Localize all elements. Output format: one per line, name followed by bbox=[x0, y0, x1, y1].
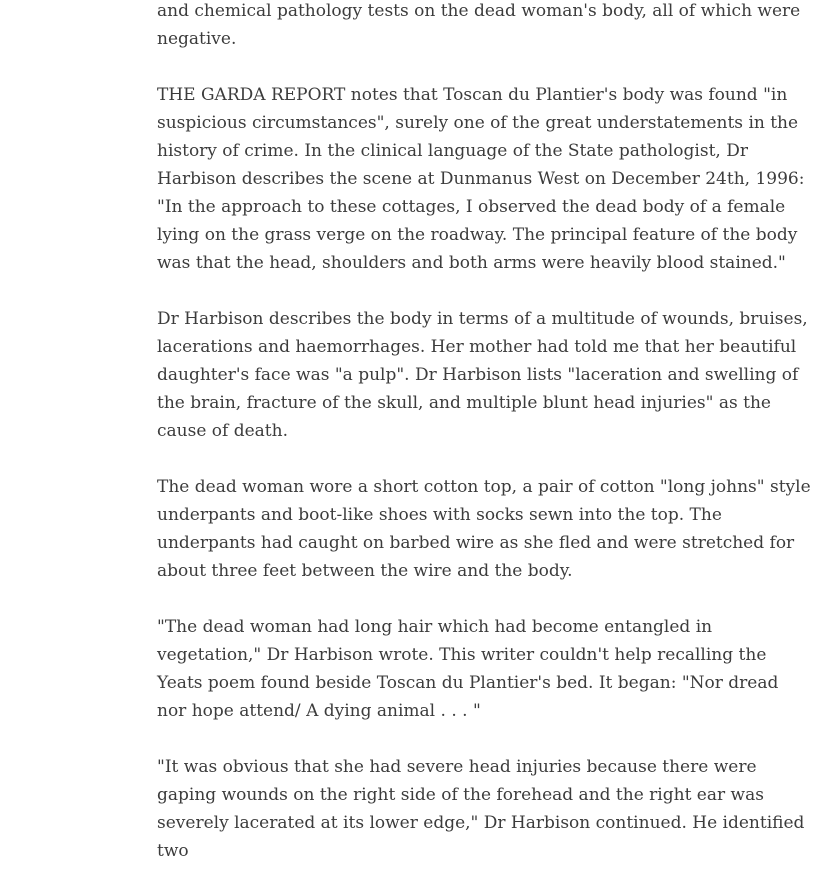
article-paragraph: and chemical pathology tests on the dead woman's body, all of which were negative. bbox=[157, 1, 801, 49]
article-paragraph: "It was obvious that she had severe head injuries because there were gaping wounds on the right side of the forehead and the right ear was severely lacerated at its lower edge," Dr Harbison continued. He identified two bbox=[157, 757, 805, 861]
article-paragraph: The dead woman wore a short cotton top, a pair of cotton "long johns" style underpants and boot-like shoes with socks sewn into the top. The underpants had caught on barbed wire as she fled and were stretched for about three feet between the wire and the body. bbox=[157, 477, 811, 581]
article-paragraph: "The dead woman had long hair which had become entangled in vegetation," Dr Harbison wrote. This writer couldn't help recalling the Yeats poem found beside Toscan du Plantier's bed. It began: "Nor dread nor hope attend/ A dying animal . . . " bbox=[157, 617, 779, 721]
article-paragraph: THE GARDA REPORT notes that Toscan du Plantier's body was found "in suspicious circumstances", surely one of the great understatements in the history of crime. In the clinical language of the State pathologist, Dr Harbison describes the scene at Dunmanus West on December 24th, 1996: "In the approach to these cottages, I observed the dead body of a female lying on the grass verge on the roadway. The principal feature of the body was that the head, shoulders and both arms were heavily blood stained." bbox=[157, 85, 805, 273]
article-paragraph: Dr Harbison describes the body in terms of a multitude of wounds, bruises, lacerations and haemorrhages. Her mother had told me that her beautiful daughter's face was "a pulp". Dr Harbison lists "laceration and swelling of the brain, fracture of the skull, and multiple blunt head injuries" as the cause of death. bbox=[157, 309, 808, 441]
article-body bbox=[157, 0, 812, 893]
